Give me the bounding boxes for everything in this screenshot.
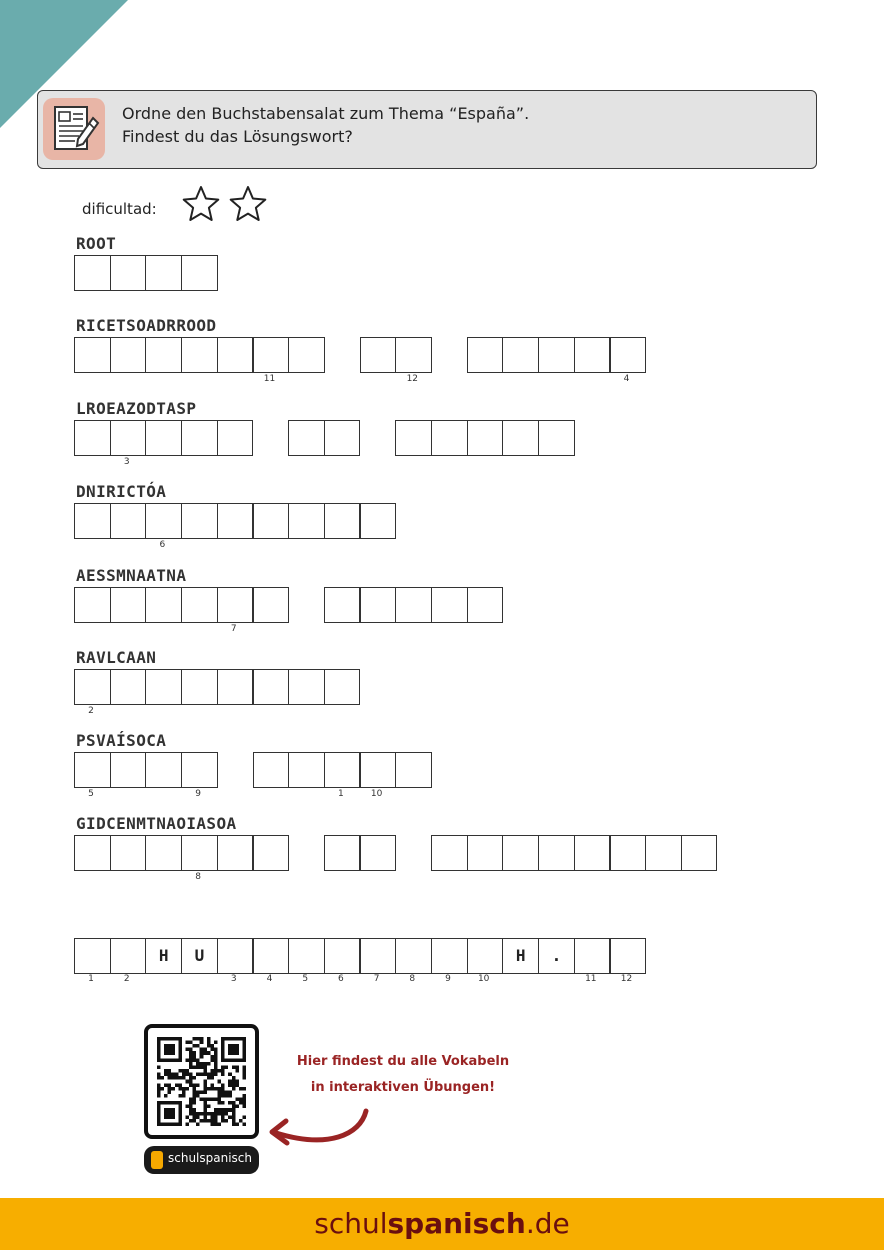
answer-cell[interactable] xyxy=(110,587,147,623)
answer-cell[interactable] xyxy=(324,752,361,788)
answer-cell[interactable] xyxy=(145,255,182,291)
cell-number: 4 xyxy=(623,374,630,384)
answer-cell[interactable] xyxy=(360,337,397,373)
solution-number: 9 xyxy=(445,974,451,984)
answer-cell[interactable] xyxy=(145,752,182,788)
answer-cell[interactable] xyxy=(145,587,182,623)
answer-cell[interactable] xyxy=(217,337,254,373)
cell-number: 10 xyxy=(370,789,383,799)
cell-number: 3 xyxy=(123,457,130,467)
qr-note xyxy=(278,1049,528,1101)
answer-cell[interactable] xyxy=(181,835,218,871)
answer-cell[interactable] xyxy=(217,503,254,539)
solution-number: 2 xyxy=(123,974,130,984)
scrambled-word: LROEAZODTASP xyxy=(76,399,197,418)
cell-number: 6 xyxy=(159,540,166,550)
solution-number: 7 xyxy=(373,974,380,984)
answer-cell[interactable] xyxy=(288,420,325,456)
solution-cell[interactable] xyxy=(467,938,504,974)
answer-cell[interactable] xyxy=(502,420,539,456)
answer-cell[interactable] xyxy=(360,587,397,623)
solution-number: 10 xyxy=(477,974,490,984)
answer-cell[interactable] xyxy=(110,835,147,871)
answer-cell[interactable] xyxy=(110,337,147,373)
difficulty-stars xyxy=(178,184,270,229)
answer-cell[interactable] xyxy=(324,669,361,705)
scrambled-word: ROOT xyxy=(76,234,117,253)
answer-cell[interactable] xyxy=(181,752,218,788)
qr-note-line-1: Hier findest du alle Vokabeln xyxy=(296,1054,510,1069)
answer-cell[interactable] xyxy=(181,503,218,539)
qr-note-line-2: in interaktiven Übungen! xyxy=(310,1080,496,1095)
answer-cell[interactable] xyxy=(110,752,147,788)
footer-bold: spanisch xyxy=(387,1207,526,1240)
answer-cell[interactable] xyxy=(395,420,432,456)
worksheet-pencil-icon xyxy=(43,98,105,160)
answer-cell[interactable] xyxy=(181,669,218,705)
answer-cell[interactable] xyxy=(110,420,147,456)
answer-cell[interactable] xyxy=(324,835,361,871)
answer-cell[interactable] xyxy=(145,669,182,705)
solution-cell: H xyxy=(502,938,539,974)
answer-cell[interactable] xyxy=(467,835,504,871)
star-outline-icon xyxy=(184,187,219,220)
solution-number: 1 xyxy=(88,974,94,984)
answer-cell[interactable] xyxy=(253,503,290,539)
answer-cell[interactable] xyxy=(288,503,325,539)
scrambled-word: PSVAÍSOCA xyxy=(76,731,167,750)
scrambled-word: RICETSOADRROOD xyxy=(76,316,217,335)
answer-cell[interactable] xyxy=(324,503,361,539)
answer-cell[interactable] xyxy=(145,835,182,871)
answer-cell[interactable] xyxy=(253,752,290,788)
answer-cell[interactable] xyxy=(360,835,397,871)
answer-cell[interactable] xyxy=(324,587,361,623)
qr-code[interactable] xyxy=(144,1024,259,1139)
answer-cell[interactable] xyxy=(181,587,218,623)
badge-text: schulspanisch xyxy=(168,1151,253,1165)
scrambled-word: AESSMNAATNA xyxy=(76,566,187,585)
answer-cell[interactable] xyxy=(181,420,218,456)
solution-cell[interactable] xyxy=(431,938,468,974)
answer-cell[interactable] xyxy=(502,337,539,373)
cell-number: 9 xyxy=(195,789,201,799)
instruction-line-2: Findest du das Lösungswort? xyxy=(122,127,353,146)
answer-cell[interactable] xyxy=(288,669,325,705)
solution-cell[interactable] xyxy=(217,938,254,974)
solution-cell: U xyxy=(181,938,218,974)
solution-cell[interactable] xyxy=(110,938,147,974)
answer-cell[interactable] xyxy=(610,835,647,871)
answer-cell[interactable] xyxy=(502,835,539,871)
answer-cell[interactable] xyxy=(110,255,147,291)
scrambled-word: DNIRICTÓA xyxy=(76,482,167,501)
solution-number: 5 xyxy=(302,974,309,984)
answer-cell[interactable] xyxy=(74,587,111,623)
cell-number: 1 xyxy=(338,789,344,799)
footer-bar xyxy=(0,1198,884,1250)
answer-cell[interactable] xyxy=(217,669,254,705)
answer-cell[interactable] xyxy=(574,835,611,871)
answer-cell[interactable] xyxy=(74,669,111,705)
answer-cell[interactable] xyxy=(360,752,397,788)
answer-cell[interactable] xyxy=(395,337,432,373)
answer-cell[interactable] xyxy=(610,337,647,373)
answer-cell[interactable] xyxy=(145,420,182,456)
answer-cell[interactable] xyxy=(395,587,432,623)
answer-cell[interactable] xyxy=(74,337,111,373)
phone-icon xyxy=(151,1151,163,1169)
cell-number: 8 xyxy=(195,872,201,882)
answer-cell[interactable] xyxy=(288,337,325,373)
solution-number: 3 xyxy=(230,974,237,984)
solution-number: 8 xyxy=(409,974,416,984)
solution-number: 12 xyxy=(620,974,633,984)
answer-cell[interactable] xyxy=(681,835,718,871)
answer-cell[interactable] xyxy=(395,752,432,788)
answer-cell[interactable] xyxy=(253,835,290,871)
cell-number: 11 xyxy=(263,374,276,384)
scrambled-word: GIDCENMTNAOIASOA xyxy=(76,814,237,833)
instruction-line-1: Ordne den Buchstabensalat zum Thema “España”. xyxy=(122,104,530,123)
answer-cell[interactable] xyxy=(467,420,504,456)
solution-number: 6 xyxy=(338,974,344,984)
solution-cell[interactable] xyxy=(610,938,647,974)
difficulty-label: dificultad: xyxy=(82,200,157,218)
answer-cell[interactable] xyxy=(74,835,111,871)
answer-cell[interactable] xyxy=(74,503,111,539)
answer-cell[interactable] xyxy=(217,835,254,871)
answer-cell[interactable] xyxy=(538,420,575,456)
scrambled-word: RAVLCAAN xyxy=(76,648,157,667)
star-outline-icon xyxy=(231,187,266,220)
answer-cell[interactable] xyxy=(181,337,218,373)
cell-number: 2 xyxy=(88,706,94,716)
schulspanisch-badge[interactable] xyxy=(144,1146,259,1174)
answer-cell[interactable] xyxy=(181,255,218,291)
footer-post: .de xyxy=(525,1207,570,1240)
solution-cell: . xyxy=(538,938,575,974)
answer-cell[interactable] xyxy=(74,752,111,788)
solution-cell[interactable] xyxy=(324,938,361,974)
answer-cell[interactable] xyxy=(431,835,468,871)
footer-pre: schul xyxy=(314,1207,388,1240)
solution-cell: H xyxy=(145,938,182,974)
cell-number: 5 xyxy=(88,789,94,799)
answer-cell[interactable] xyxy=(467,337,504,373)
answer-cell[interactable] xyxy=(538,835,575,871)
cell-number: 7 xyxy=(230,624,237,634)
answer-cell[interactable] xyxy=(538,337,575,373)
answer-cell[interactable] xyxy=(324,420,361,456)
curved-arrow-icon xyxy=(262,1105,372,1155)
solution-cell[interactable] xyxy=(360,938,397,974)
answer-cell[interactable] xyxy=(217,420,254,456)
answer-cell[interactable] xyxy=(253,337,290,373)
answer-cell[interactable] xyxy=(110,669,147,705)
answer-cell[interactable] xyxy=(217,587,254,623)
solution-cell[interactable] xyxy=(574,938,611,974)
solution-cell[interactable] xyxy=(253,938,290,974)
solution-cell[interactable] xyxy=(288,938,325,974)
answer-cell[interactable] xyxy=(431,420,468,456)
instruction-box xyxy=(37,90,817,169)
answer-cell[interactable] xyxy=(574,337,611,373)
solution-cell[interactable] xyxy=(395,938,432,974)
cell-number: 12 xyxy=(406,374,419,384)
answer-cell[interactable] xyxy=(145,503,182,539)
answer-cell[interactable] xyxy=(74,420,111,456)
answer-cell[interactable] xyxy=(645,835,682,871)
answer-cell[interactable] xyxy=(467,587,504,623)
answer-cell[interactable] xyxy=(253,669,290,705)
solution-number: 4 xyxy=(266,974,273,984)
answer-cell[interactable] xyxy=(145,337,182,373)
answer-cell[interactable] xyxy=(360,503,397,539)
solution-cell[interactable] xyxy=(74,938,111,974)
answer-cell[interactable] xyxy=(288,752,325,788)
answer-cell[interactable] xyxy=(110,503,147,539)
solution-number: 11 xyxy=(585,974,597,984)
answer-cell[interactable] xyxy=(253,587,290,623)
instruction-text xyxy=(122,102,529,148)
answer-cell[interactable] xyxy=(431,587,468,623)
answer-cell[interactable] xyxy=(74,255,111,291)
